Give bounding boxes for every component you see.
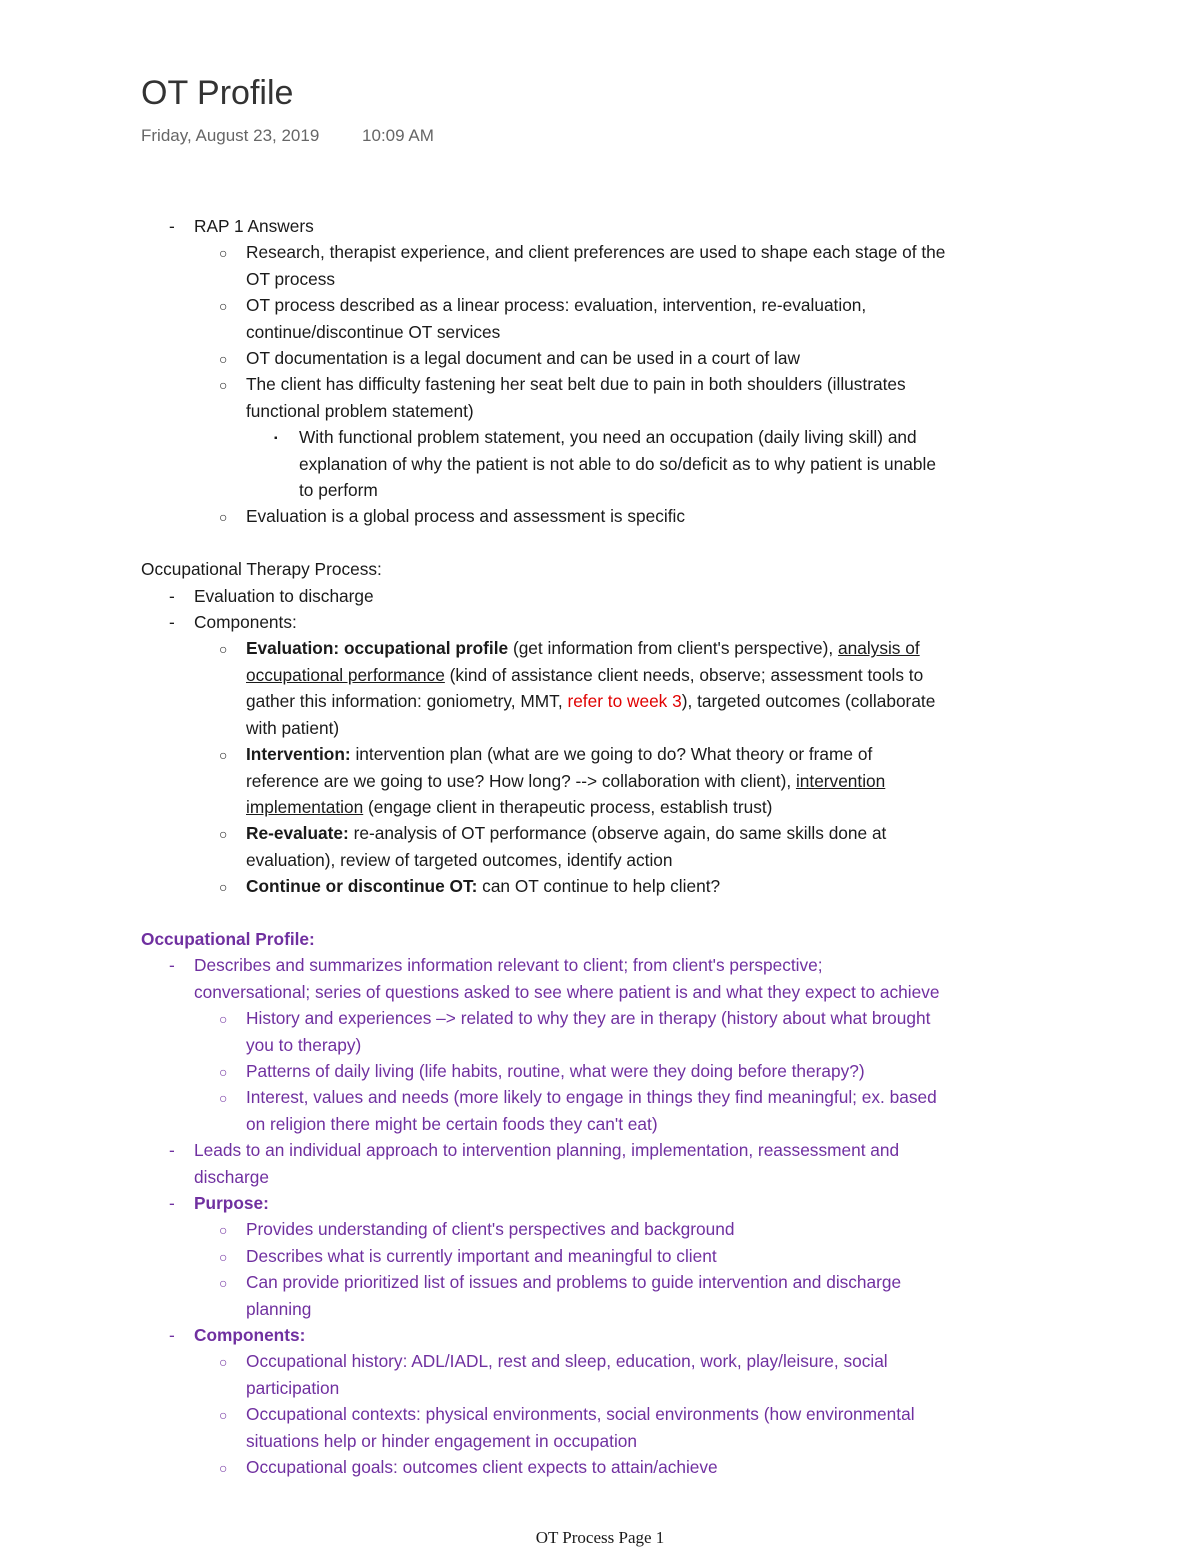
- item-text: Occupational history: ADL/IADL, rest and sleep, education, work, play/leisure, social: [246, 1351, 888, 1372]
- dash-marker: -: [169, 216, 175, 236]
- bold-term: Continue or discontinue OT:: [246, 876, 478, 897]
- list-item: [141, 873, 1076, 899]
- circle-bullet-icon: ○: [219, 509, 228, 526]
- item-text: with patient): [246, 717, 340, 738]
- item-text: Evaluation to discharge: [194, 585, 374, 606]
- list-item-continued: [141, 477, 1076, 503]
- list-item: [141, 1058, 1076, 1084]
- item-text: (kind of assistance client needs, observe; assessment tools to: [444, 664, 924, 685]
- list-item: [141, 1137, 1076, 1163]
- list-item-continued: [141, 768, 1076, 794]
- list-item: [141, 239, 1076, 265]
- list-item-continued: [141, 1428, 1076, 1454]
- circle-bullet-icon: ○: [219, 1248, 228, 1265]
- note-body: [141, 213, 1076, 1480]
- note-date: Friday, August 23, 2019: [141, 126, 320, 145]
- list-item: [141, 635, 1076, 661]
- circle-bullet-icon: ○: [219, 879, 228, 896]
- circle-bullet-icon: ○: [219, 1063, 228, 1080]
- item-text: Research, therapist experience, and client preferences are used to shape each stage of the: [246, 242, 946, 263]
- circle-bullet-icon: ○: [219, 298, 228, 315]
- circle-bullet-icon: ○: [219, 1011, 228, 1028]
- section-heading: Occupational Therapy Process:: [141, 559, 382, 580]
- list-item: [141, 1454, 1076, 1480]
- list-item-continued: [141, 1111, 1076, 1137]
- circle-bullet-icon: ○: [219, 1460, 228, 1477]
- item-text: With functional problem statement, you need an occupation (daily living skill) and: [299, 427, 917, 448]
- page-footer: OT Process Page 1: [535, 1528, 665, 1547]
- item-text: History and experiences –> related to why they are in therapy (history about what brought: [246, 1008, 931, 1029]
- list-item: [141, 820, 1076, 846]
- circle-bullet-icon: ○: [219, 245, 228, 262]
- item-text: to perform: [299, 480, 378, 501]
- list-item: [141, 1269, 1076, 1295]
- item-text: can OT continue to help client?: [477, 876, 721, 897]
- list-item-continued: [141, 1032, 1076, 1058]
- list-item-continued: [141, 319, 1076, 345]
- list-item: [141, 952, 1076, 978]
- date-line: [141, 126, 472, 146]
- list-item: [141, 424, 1076, 450]
- circle-bullet-icon: ○: [219, 377, 228, 394]
- list-item-continued: [141, 1164, 1076, 1190]
- list-item-continued: [141, 451, 1076, 477]
- item-text: gather this information: goniometry, MMT,: [246, 691, 568, 712]
- list-item: [141, 345, 1076, 371]
- list-item-continued: [141, 715, 1076, 741]
- red-note: refer to week 3: [567, 691, 682, 712]
- dash-marker: -: [169, 1325, 175, 1346]
- underlined-term: occupational performance: [246, 664, 445, 685]
- item-text: Provides understanding of client's perspectives and background: [246, 1219, 735, 1240]
- item-text: you to therapy): [246, 1034, 362, 1055]
- circle-bullet-icon: ○: [219, 1407, 228, 1424]
- bold-term: Purpose:: [194, 1193, 269, 1213]
- item-text: Occupational contexts: physical environments, social environments (how environmental: [246, 1404, 915, 1425]
- list-item: [141, 741, 1076, 767]
- circle-bullet-icon: ○: [219, 641, 228, 658]
- circle-bullet-icon: ○: [219, 351, 228, 368]
- bold-term: Components:: [194, 1325, 306, 1346]
- item-text: RAP 1 Answers: [194, 216, 314, 236]
- item-text: discharge: [194, 1166, 269, 1187]
- list-item: [141, 1084, 1076, 1110]
- item-text: on religion there might be certain foods they can't eat): [246, 1113, 658, 1134]
- list-item-continued: [141, 1296, 1076, 1322]
- item-text: Evaluation is a global process and assessment is specific: [246, 506, 685, 527]
- bold-term: Evaluation: occupational profile: [246, 638, 509, 659]
- item-text: Can provide prioritized list of issues and problems to guide intervention and discharge: [246, 1272, 902, 1293]
- circle-bullet-icon: ○: [219, 1090, 228, 1107]
- underlined-term: analysis of: [838, 638, 920, 659]
- circle-bullet-icon: ○: [219, 1222, 228, 1239]
- list-item: [141, 1348, 1076, 1374]
- circle-bullet-icon: ○: [219, 826, 228, 843]
- list-item: [141, 1190, 1076, 1216]
- section-heading: [141, 926, 1076, 952]
- square-bullet-icon: ▪: [274, 433, 278, 445]
- circle-bullet-icon: ○: [219, 1354, 228, 1371]
- item-text: Components:: [194, 612, 297, 633]
- item-text: OT process: [246, 268, 335, 289]
- list-item: [141, 1401, 1076, 1427]
- underlined-term: implementation: [246, 796, 364, 817]
- list-item-continued: [141, 1375, 1076, 1401]
- heading-text: Occupational Profile:: [141, 928, 315, 949]
- dash-marker: -: [169, 585, 175, 606]
- item-text: explanation of why the patient is not able to do so/deficit as to why patient is unable: [299, 453, 936, 474]
- item-text: Leads to an individual approach to intervention planning, implementation, reassessment and: [194, 1140, 900, 1161]
- item-text: continue/discontinue OT services: [246, 321, 501, 342]
- list-item: [141, 503, 1076, 529]
- list-item: [141, 1322, 1076, 1348]
- list-item: [141, 1243, 1076, 1269]
- list-item-continued: [141, 688, 1076, 714]
- list-item: [141, 213, 1076, 239]
- item-text: conversational; series of questions asked to see where patient is and what they expect to achieve: [194, 981, 940, 1002]
- item-text: OT process described as a linear process: evaluation, intervention, re-evaluation,: [246, 295, 867, 316]
- item-text: (get information from client's perspective),: [508, 638, 838, 659]
- list-item-continued: [141, 398, 1076, 424]
- spacer: [141, 900, 1076, 926]
- item-text: OT documentation is a legal document and can be used in a court of law: [246, 348, 800, 369]
- item-text: The client has difficulty fastening her seat belt due to pain in both shoulders (illustrates: [246, 374, 906, 395]
- dash-marker: -: [169, 955, 175, 976]
- dash-marker: -: [169, 1140, 175, 1161]
- list-item: [141, 1005, 1076, 1031]
- page-title: OT Profile: [141, 74, 294, 112]
- list-item-continued: [141, 662, 1076, 688]
- list-item: [141, 292, 1076, 318]
- item-text: Interest, values and needs (more likely to engage in things they find meaningful; ex. based: [246, 1087, 937, 1108]
- dash-marker: -: [169, 1193, 175, 1213]
- list-item-continued: [141, 266, 1076, 292]
- occupational-profile-section: [141, 926, 1076, 1481]
- list-item: [141, 371, 1076, 397]
- bold-term: Intervention:: [246, 744, 351, 765]
- item-text: re-analysis of OT performance (observe again, do same skills done at: [348, 823, 887, 844]
- spacer: [141, 530, 1076, 556]
- item-text: Occupational goals: outcomes client expects to attain/achieve: [246, 1457, 718, 1478]
- list-item: [141, 1216, 1076, 1242]
- item-text: reference are we going to use? How long? --> collaboration with client),: [246, 770, 796, 791]
- item-text: Patterns of daily living (life habits, routine, what were they doing before therapy?): [246, 1060, 865, 1081]
- item-text: situations help or hinder engagement in occupation: [246, 1430, 638, 1451]
- circle-bullet-icon: ○: [219, 1275, 228, 1292]
- list-item: [141, 609, 1076, 635]
- dash-marker: -: [169, 612, 175, 633]
- list-item-continued: [141, 794, 1076, 820]
- item-text: ), targeted outcomes (collaborate: [681, 691, 936, 712]
- list-item-continued: [141, 847, 1076, 873]
- item-text: participation: [246, 1377, 340, 1398]
- item-text: (engage client in therapeutic process, establish trust): [363, 796, 773, 817]
- item-text: Describes and summarizes information relevant to client; from client's perspective;: [194, 955, 823, 976]
- item-text: intervention plan (what are we going to do? What theory or frame of: [350, 744, 873, 765]
- underlined-term: intervention: [795, 770, 886, 791]
- list-item-continued: [141, 979, 1076, 1005]
- circle-bullet-icon: ○: [219, 747, 228, 764]
- item-text: functional problem statement): [246, 400, 474, 421]
- item-text: evaluation), review of targeted outcomes, identify action: [246, 849, 673, 870]
- note-time: 10:09 AM: [362, 126, 434, 145]
- list-item: [141, 583, 1076, 609]
- item-text: planning: [246, 1298, 312, 1319]
- bold-term: Re-evaluate:: [246, 823, 349, 844]
- item-text: Describes what is currently important and meaningful to client: [246, 1245, 717, 1266]
